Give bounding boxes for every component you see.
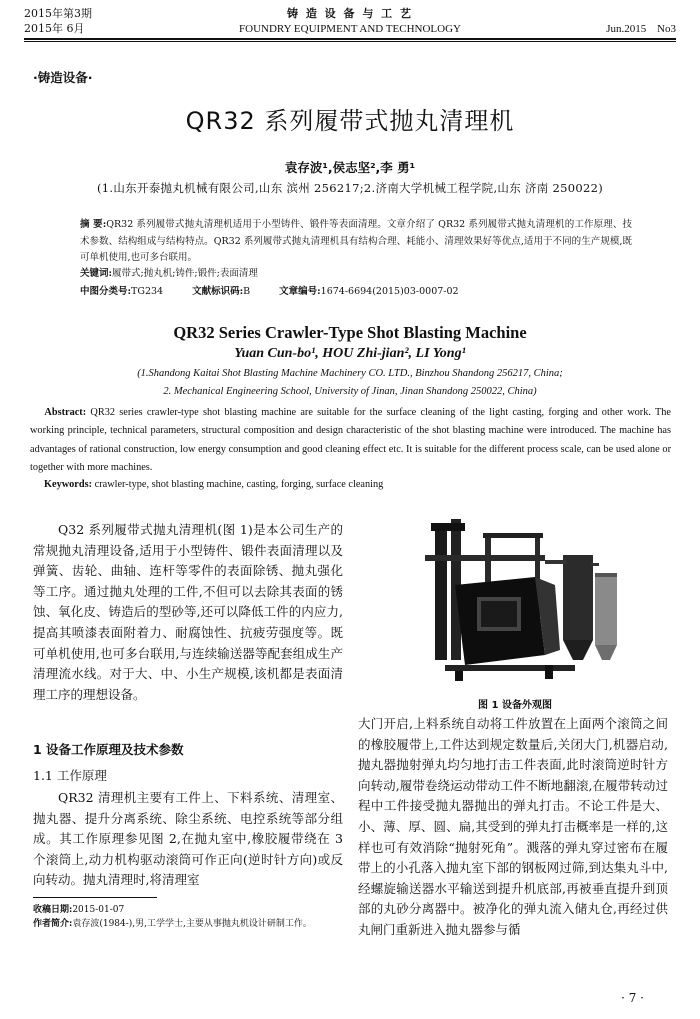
author-bio-label: 作者简介: [33, 919, 73, 929]
header-month: Jun.2015 [606, 23, 647, 35]
keywords-cn [80, 266, 640, 282]
article-number-label: 文章编号: [279, 286, 321, 297]
column-label: ·铸造设备· [33, 70, 93, 85]
intro-paragraph: Q32 系列履带式抛丸清理机(图 1)是本公司生产的常规抛丸清理设备,适用于小型铸件、锻件表面清理以及弹簧、齿轮、曲轴、连杆等零件的表面除锈、抛丸强化等工序。通过抛丸处理的工件,不但可以去除其表面的锈蚀、氧化皮、铸造后的型砂等,还可以降低工件的内应力,提高其喷漆表面附着力、耐腐蚀性、抗疲劳强度等。既可单机使用,也可多台联用,与连续输送器等配套组成生产清理流水线。对于大、中、小生产规模,该机都是表面清理工序的理想设备。 [33, 522, 343, 702]
authors-cn: 袁存波¹,侯志坚²,李 勇¹ [284, 160, 416, 175]
header-number: No3 [657, 23, 676, 35]
footnote-author [33, 917, 338, 931]
section-heading-1-1: 1.1 工作原理 [33, 768, 107, 783]
article-title-en: QR32 Series Crawler-Type Shot Blasting Machine [173, 323, 527, 342]
keywords-en [44, 479, 664, 490]
footnote-rule [33, 897, 157, 898]
section-heading-1: 1 设备工作原理及技术参数 [33, 742, 184, 757]
keywords-cn-text: 履带式;抛丸机;铸件;锻件;表面清理 [112, 268, 258, 279]
footnote-received [33, 903, 338, 917]
right-column-paragraph: 大门开启,上料系统自动将工件放置在上面两个滚筒之间的橡胶履带上,工件达到规定数量后,关闭大门,机器启动,抛丸器抛射弹丸均匀地打击工件表面,此时滚筒逆时针方向转动,履带卷绕运动带动工件不断地翻滚,在履带转动过程中工件接受抛丸器抛出的弹丸打击。不论工件是大、小、薄、厚、圆、扁,其受到的弹丸打击概率是一样的,这样也可有效消除“抛射死角”。溅落的弹丸穿过密布在履带上的小孔落入抛丸室下部的钢板网过筛,到达集丸斗中,经螺旋输送器水平输送到提升机底部,再被垂直提升到顶部的丸砂分离器中。被净化的弹丸流入储丸仓,再经过供丸闸门重新进入抛丸器参与循 [358, 716, 668, 937]
abstract-en-text: QR32 series crawler-type shot blasting machine are suitable for the surface cleaning of the light casting, forging and other work. The working principle, technical parameters, structural composition and design characteristic of the shot blasting machine were introduced. The machine has advantages of rational construction, low energy consumption and good cleaning effect etc. It is suitable for the different process scale, can be used alone or together with more machines. [30, 407, 672, 473]
footnote [33, 903, 338, 931]
abstract-cn-text: QR32 系列履带式抛丸清理机适用于小型铸件、锻件等表面清理。文章介绍了 QR32 系列履带式抛丸清理机的工作原理、技术参数、结构组成与结构特点。QR32 系列履带式抛丸清理机具有结构合理、耗能小、清理效果好等优点,适用于不同的生产规模,既可单机使用,也可多台联用。 [80, 219, 632, 264]
author-bio: 袁存波(1984-),男,工学学士,主要从事抛丸机设计研制工作。 [72, 919, 312, 929]
article-title-cn: QR32 系列履带式抛丸清理机 [185, 107, 515, 135]
page-number: · 7 · [621, 991, 644, 1005]
header-date-en [606, 22, 676, 36]
figure-1-caption: 图 1 设备外观图 [478, 700, 552, 711]
affiliation-cn: (1.山东开泰抛丸机械有限公司,山东 滨州 256217;2.济南大学机械工程学院,山东 济南 250022) [96, 181, 604, 195]
header-journal-cn: 铸 造 设 备 与 工 艺 [287, 7, 413, 20]
keywords-en-label: Keywords: [44, 479, 93, 490]
keywords-en-text: crawler-type, shot blasting machine, casting, forging, surface cleaning [94, 479, 384, 490]
header-issue: 2015年第3期 [24, 7, 92, 20]
header-rule-top [24, 38, 676, 40]
classification-line [80, 284, 640, 300]
clc-label: 中图分类号: [80, 286, 132, 297]
header-journal-en: FOUNDRY EQUIPMENT AND TECHNOLOGY [239, 23, 461, 35]
keywords-cn-label: 关键词: [80, 268, 113, 279]
received-date: 2015-01-07 [72, 905, 125, 915]
affiliation-en-2: 2. Mechanical Engineering School, University of Jinan, Jinan Shandong 250022, China) [163, 386, 537, 397]
principle-paragraph: QR32 清理机主要有工件上、下料系统、清理室、抛丸器、提升分离系统、除尘系统、电控系统等部分组成。其工作原理参见图 2,在抛丸室中,橡胶履带绕在 3 个滚筒上,动力机构驱动滚筒可作正向(逆时针方向)或反向转动。抛丸清理时,将清理室 [33, 790, 343, 888]
abstract-en-label: Abstract: [44, 407, 87, 418]
header-date: 2015年 6月 [24, 22, 85, 35]
doc-code-label: 文献标识码: [192, 286, 244, 297]
received-label: 收稿日期: [33, 905, 73, 915]
article-number-value: 1674-6694(2015)03-0007-02 [320, 286, 459, 297]
abstract-en [30, 404, 671, 477]
figure-1-machine-photo [395, 515, 635, 690]
header-rule-bottom [24, 41, 676, 42]
affiliation-en-1: (1.Shandong Kaitai Shot Blasting Machine Machinery CO. LTD., Binzhou Shandong 256217, China; [137, 368, 563, 379]
clc-value: TG234 [131, 286, 164, 297]
doc-code-value: B [243, 286, 251, 297]
abstract-cn [80, 217, 632, 267]
authors-en: Yuan Cun-bo¹, HOU Zhi-jian², LI Yong¹ [234, 346, 466, 361]
abstract-cn-label: 摘 要: [80, 219, 107, 230]
